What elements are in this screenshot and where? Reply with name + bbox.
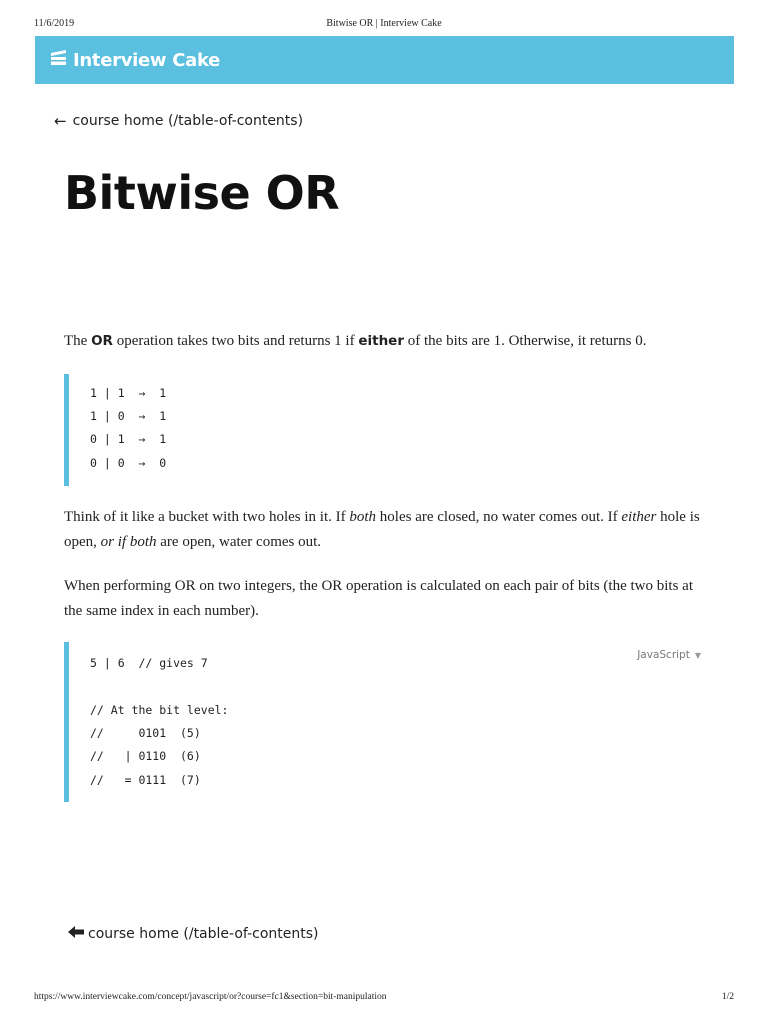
code-line: // = 0111 (7) xyxy=(90,773,201,787)
code-line: // 0101 (5) xyxy=(90,726,201,740)
brand-name: Interview Cake xyxy=(73,49,221,71)
text-run: if xyxy=(341,333,359,349)
text-run: hole is open, xyxy=(64,509,700,550)
language-selector[interactable] xyxy=(637,649,701,661)
code-line: 0 | 1 → 1 xyxy=(90,432,167,446)
text-run: . xyxy=(642,333,647,349)
intro-paragraph xyxy=(64,329,714,354)
print-title: Bitwise OR | Interview Cake xyxy=(326,18,442,29)
text-run: operation takes two bits and returns xyxy=(112,333,335,349)
text-value: 0 xyxy=(635,333,643,349)
print-header xyxy=(0,15,768,31)
print-url: https://www.interviewcake.com/concept/javascript/or?course=fc1&section=bit-manipulation xyxy=(34,992,387,1002)
bucket-paragraph xyxy=(64,505,714,555)
page-title: Bitwise OR xyxy=(64,166,340,220)
text-italic: both xyxy=(349,509,377,525)
back-arrow-icon: ← xyxy=(54,112,67,130)
course-home-label: course home (/table-of-contents) xyxy=(88,926,319,942)
text-run: holes are closed, no water comes out. If xyxy=(376,509,622,525)
print-footer xyxy=(0,992,768,1006)
code-line: 1 | 1 → 1 xyxy=(90,386,167,400)
truth-table-code-block xyxy=(64,374,719,486)
text-run: of the bits are xyxy=(404,333,494,349)
text-bold: OR xyxy=(91,333,113,349)
text-value: 1 xyxy=(493,333,502,349)
text-bold: either xyxy=(358,333,404,349)
text-run: Think of it like a bucket with two holes in it. If xyxy=(64,509,350,525)
site-banner xyxy=(35,36,734,84)
course-home-link-bottom[interactable] xyxy=(68,926,318,942)
code-example-block xyxy=(64,642,719,802)
code-line: 5 | 6 // gives 7 xyxy=(90,656,208,670)
brand-logo-link[interactable] xyxy=(49,48,220,72)
text-italic: or if both xyxy=(100,534,157,550)
language-label: JavaScript xyxy=(637,649,690,661)
arrow-left-icon xyxy=(68,926,84,942)
text-run: The xyxy=(64,333,92,349)
text-value: 1 xyxy=(334,333,342,349)
text-run: . Otherwise, it returns xyxy=(501,333,636,349)
code-line: 0 | 0 → 0 xyxy=(90,456,167,470)
page-number: 1/2 xyxy=(721,992,734,1002)
integers-paragraph: When performing OR on two integers, the OR operation is calculated on each pair of bits (the two bits at the same index in each number). xyxy=(64,578,693,619)
print-date: 11/6/2019 xyxy=(34,18,75,29)
cake-logo-icon xyxy=(49,49,73,71)
text-run: are open, water comes out. xyxy=(156,534,322,550)
course-home-link-top[interactable] xyxy=(54,112,303,130)
course-home-label: course home (/table-of-contents) xyxy=(72,113,304,129)
code-line: 1 | 0 → 1 xyxy=(90,409,167,423)
code-line: // At the bit level: xyxy=(90,703,229,717)
code-line: // | 0110 (6) xyxy=(90,749,201,763)
dropdown-caret-icon: ▼ xyxy=(694,650,701,660)
text-italic: either xyxy=(621,509,657,525)
